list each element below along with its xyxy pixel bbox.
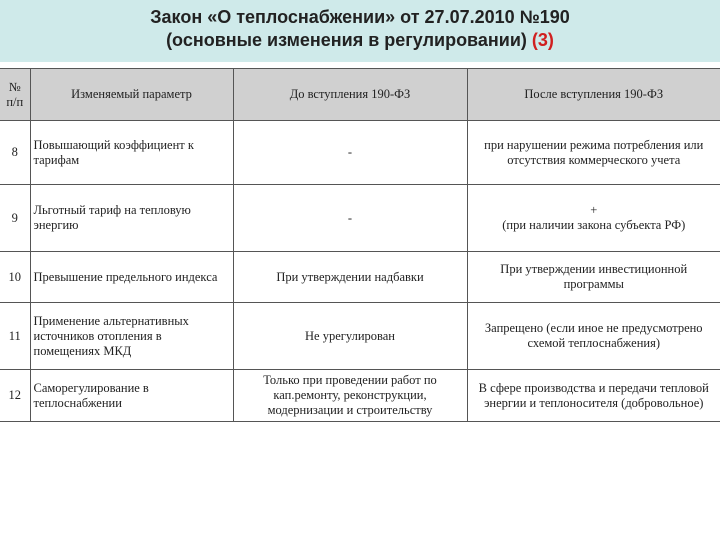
row-after: Запрещено (если иное не предусмотрено схемой теплоснабжения) (467, 303, 720, 370)
changes-table (0, 68, 720, 422)
row-before: При утверждении надбавки (233, 252, 467, 303)
col-header-num: № п/п (0, 69, 30, 121)
row-param: Льготный тариф на тепловую энергию (30, 185, 233, 252)
row-num: 8 (0, 121, 30, 185)
col-header-before: До вступления 190-ФЗ (233, 69, 467, 121)
row-param: Саморегулирование в теплоснабжении (30, 370, 233, 422)
title-line-1: Закон «О теплоснабжении» от 27.07.2010 №190 (150, 7, 570, 27)
row-param: Применение альтернативных источников отопления в помещениях МКД (30, 303, 233, 370)
row-param: Превышение предельного индекса (30, 252, 233, 303)
table-row (0, 303, 720, 370)
table-row (0, 185, 720, 252)
row-before: Не урегулирован (233, 303, 467, 370)
row-param: Повышающий коэффициент к тарифам (30, 121, 233, 185)
row-num: 11 (0, 303, 30, 370)
row-after-note: (при наличии закона субъекта РФ) (502, 218, 686, 232)
col-header-after: После вступления 190-ФЗ (467, 69, 720, 121)
row-num: 12 (0, 370, 30, 422)
row-after-mark: + (590, 203, 598, 217)
row-after: при нарушении режима потребления или отсутствия коммерческого учета (467, 121, 720, 185)
table-row (0, 121, 720, 185)
row-num: 9 (0, 185, 30, 252)
title-part-number: (3) (531, 30, 554, 50)
row-after (467, 185, 720, 252)
row-num: 10 (0, 252, 30, 303)
row-after: В сфере производства и передачи тепловой энергии и теплоносителя (добровольное) (467, 370, 720, 422)
table-header-row (0, 69, 720, 121)
title-line-2 (0, 29, 720, 52)
table-row (0, 370, 720, 422)
row-before: Только при проведении работ по кап.ремонту, реконструкции, модернизации и строительству (233, 370, 467, 422)
title-subtitle: (основные изменения в регулировании) (166, 30, 527, 50)
row-after: При утверждении инвестиционной программы (467, 252, 720, 303)
slide-title (0, 0, 720, 62)
row-before: - (233, 121, 467, 185)
table-row (0, 252, 720, 303)
col-header-param: Изменяемый параметр (30, 69, 233, 121)
row-before: - (233, 185, 467, 252)
